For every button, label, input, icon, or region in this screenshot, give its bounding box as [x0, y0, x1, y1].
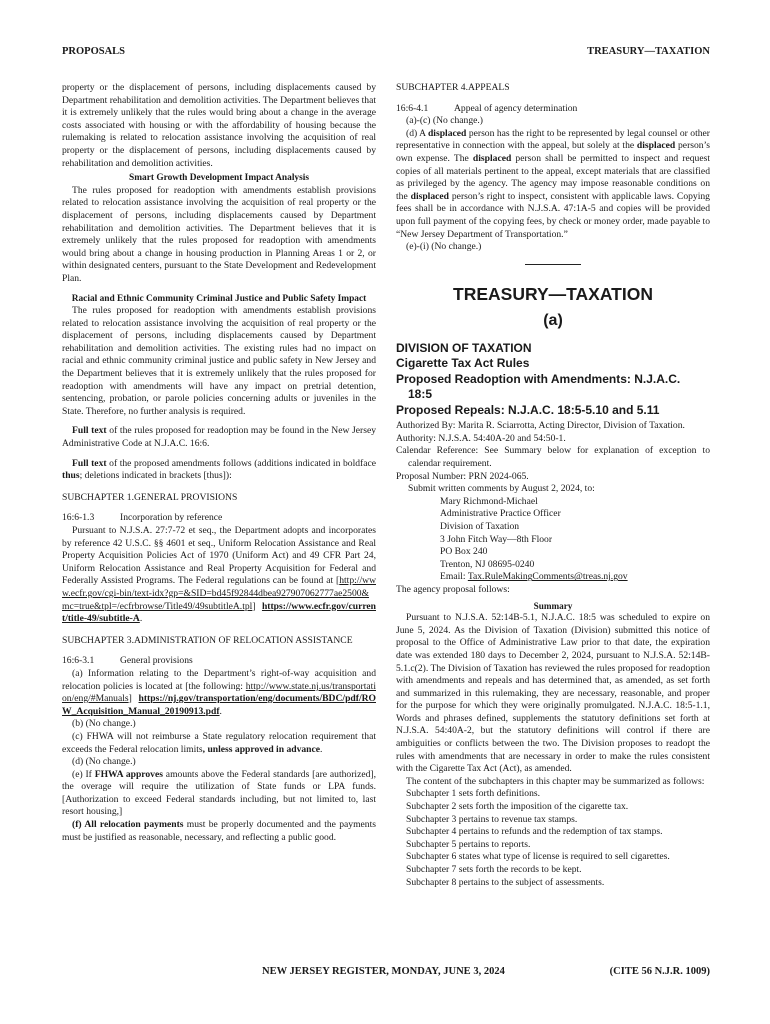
subchapter-1-heading: SUBCHAPTER 1.GENERAL PROVISIONS — [62, 491, 238, 503]
calendar-reference: Calendar Reference: See Summary below for explanation of exception to calendar requirement. — [396, 445, 710, 469]
header-section-label: PROPOSALS — [62, 46, 126, 57]
list-item: Subchapter 4 pertains to refunds and the redemption of tax stamps. — [406, 826, 663, 838]
section-3-1-b: (b) (No change.) — [72, 718, 136, 730]
section-16-6-1-3-heading: 16:6-1.3 Incorporation by reference — [62, 512, 223, 524]
authorized-by: Authorized By: Marita R. Sciarrotta, Acting Director, Division of Taxation. — [396, 420, 685, 432]
agency-proposal-follows: The agency proposal follows: — [396, 583, 510, 595]
section-3-1-e: (e) If FHWA approves amounts above the Federal standards [are authorized], the overage will require the utilization of State funds or LPA funds. [Authorization to exceed Federal standards including, but not limited to, last resort housing,] — [62, 768, 376, 818]
address-line: Administrative Practice Officer — [440, 508, 561, 520]
summary-paragraph: Pursuant to N.J.S.A. 52:14B-5.1, N.J.A.C. 18:5 was scheduled to expire on June 5, 2024. As the Division of Taxation (Division) submitted this notice of proposal to the Office of Administrative Law prior to that date, the expiration date was extended 180 days to December 2, 2024, pursuant to N.J.S.A. 52:14B-5.1.c(2). The Division of Taxation has reviewed the rules proposed for readoption with amendments and repeals and has determined that, as amended, as set forth and summarized in this rulemaking, they are necessary, reasonable, and proper for the purpose for which they were originally promulgated. N.J.A.C. 18:5-1.1, Words and phrases defined, supplements the statutory definitions set forth at N.J.S.A. 54:40A-2, but the statutory definitions will control if there are ambiguities or conflicts between the two. The Division proposes to readopt the rules with amendments that are necessary in order to make the rules consistent with the Cigarette Tax Act (Act), as amended. — [396, 612, 710, 775]
list-item: Subchapter 7 sets forth the records to be kept. — [406, 864, 582, 875]
section-3-1-a: (a) Information relating to the Department’s right-of-way acquisition and relocation policies is located at [the following: http://www.state.nj.us/transportation/eng/#Manuals] https://nj.gov/transportation/eng/documents/BDC/pdf/ROW_Acquisition_Manual_20190913.pdf. — [62, 667, 376, 717]
proposed-repeals: Proposed Repeals: N.J.A.C. 18:5-5.10 and 5.11 — [396, 402, 660, 417]
agency-title: TREASURY—TAXATION — [453, 283, 653, 304]
footer-register-date: NEW JERSEY REGISTER, MONDAY, JUNE 3, 2024 — [262, 966, 505, 977]
footer-citation: (CITE 56 N.J.R. 1009) — [609, 966, 710, 977]
mailing-address — [396, 496, 710, 584]
subchapter-list — [396, 788, 710, 889]
address-line: Trenton, NJ 08695-0240 — [440, 558, 535, 570]
section-4-1-d: (d) A displaced person has the right to be represented by legal counsel or other representative in connection with the appeal, but solely at the displaced person’s own expense. The displaced person shall be permitted to inspect and request copies of all materials pertinent to the appeal, except materials that are classified as privileged by the agency. The agency may impose reasonable conditions on the displaced person’s right to inspect, consistent with applicable laws. Copying fees shall be in accordance with N.J.S.A. 47:1A-5 and copies will be provided upon full payment of the copying fees, by check or money order, made payable to “New Jersey Department of Transportation.” — [396, 127, 710, 240]
paragraph-continued: property or the displacement of persons, including displacements caused by Department rehabilitation and demolition activities. The Department believes that it is extremely unlikely that the rules would bring about a change in the average costs associated with housing or with the affordability of housing because the rulemaking is related to relocation assistance involving the acquisition of real property or the displacement of persons, including displacements caused by rehabilitation and demolition activities. — [62, 82, 376, 169]
ecfr-new-link[interactable]: https://www.ecfr.gov/current/title-49/subtitle-A — [62, 600, 376, 625]
page-footer — [62, 966, 710, 980]
paragraph-smart-growth: The rules proposed for readoption with amendments establish provisions related to relocation assistance involving the acquisition of real property or the displacement of persons, including displacements caused by Department rehabilitation and demolition activities. The Department believes that it is extremely unlikely that the rules proposed for readoption with amendments would bring about a change in housing production in Planning Areas 1 or 2, or within designated centers, pursuant to the State Development and Redevelopment Plan. — [62, 184, 376, 284]
email-link[interactable]: Tax.RuleMakingComments@treas.nj.gov — [467, 571, 628, 583]
section-16-6-3-1-heading: 16:6-3.1 General provisions — [62, 655, 193, 667]
paragraph-full-text-rules: Full text of the rules proposed for readoption may be found in the New Jersey Administrative Code at N.J.A.C. 16:6. — [62, 425, 376, 450]
section-3-1-f: (f) All relocation payments must be properly documented and the payments must be justified as reasonable, necessary, and reflecting a public good. — [62, 819, 376, 843]
notice-letter: (a) — [543, 311, 563, 329]
list-item: Subchapter 8 pertains to the subject of assessments. — [406, 876, 605, 888]
authority: Authority: N.J.S.A. 54:40A-20 and 54:50-1. — [396, 432, 566, 444]
paragraph-full-text-amendments: Full text of the proposed amendments follows (additions indicated in boldface thus; deletions indicated in brackets [thus]): — [62, 457, 376, 482]
heading-smart-growth: Smart Growth Development Impact Analysis — [128, 173, 310, 184]
proposal-number: Proposal Number: PRN 2024-065. — [396, 470, 529, 482]
submit-comments: Submit written comments by August 2, 2024, to: — [408, 483, 595, 495]
ecfr-old-link[interactable]: http://www.ecfr.gov/cgi-bin/text-idx?gp=&SID=bd45f92844dbea927907062777ae2500&mc=true&tpl=/ecfrbrowse/Title49/49subtitleA.tpl — [62, 575, 376, 612]
section-3-1-d: (d) (No change.) — [72, 756, 136, 768]
address-line: PO Box 240 — [440, 546, 488, 558]
section-3-1-c: (c) FHWA will not reimburse a State regulatory relocation requirement that exceeds the Federal relocation limits, unless approved in advance. — [62, 730, 376, 755]
list-item: Subchapter 5 pertains to reports. — [406, 838, 531, 850]
address-line: Division of Taxation — [440, 520, 520, 532]
section-16-6-4-1-heading: 16:6-4.1 Appeal of agency determination — [396, 102, 578, 114]
page-header — [62, 46, 710, 60]
summary-heading: Summary — [533, 600, 573, 611]
left-column — [62, 82, 376, 844]
address-line: 3 John Fitch Way—8th Floor — [440, 533, 553, 545]
state-manuals-link[interactable]: http://www.state.nj.us/transportation/eng/#Manuals — [62, 680, 376, 705]
section-4-1-e-i: (e)-(i) (No change.) — [406, 241, 482, 253]
subchapter-4-heading: SUBCHAPTER 4.APPEALS — [396, 82, 510, 93]
heading-racial-impact: Racial and Ethnic Community Criminal Justice and Public Safety Impact — [71, 293, 367, 304]
header-agency-label: TREASURY—TAXATION — [587, 46, 710, 57]
summary-subchapters-intro: The content of the subchapters in this chapter may be summarized as follows: — [406, 775, 705, 787]
paragraph-racial-impact: The rules proposed for readoption with amendments establish provisions related to relocation assistance involving the acquisition of real property or the displacement of persons, including displacements caused by Department rehabilitation and demolition activities. The existing rules had no impact on racial and ethnic community criminal justice and public safety in New Jersey and the Department believes that it is extremely unlikely that the rules proposed for readoption with amendments will have any impact on pretrial detention, sentencing, probation, or parole policies concerning adults or juveniles in the State. Therefore, no further analysis is required. — [62, 305, 376, 417]
section-16-6-1-3-text: Pursuant to N.J.S.A. 27:7-72 et seq., the Department adopts and incorporates by reference 42 U.S.C. §§ 4601 et seq., Uniform Relocation Assistance and Real Property Acquisition Policies Act of 1970 (Uniform Act) and 49 CFR Part 24, Uniform Relocation Assistance and Real Property Acquisition for Federal and Federally Assisted Programs. The Federal regulations can be found at [http://www.ecfr.gov/cgi-bin/text-idx?gp=&SID=bd45f92844dbea927907062777ae2500&mc=true&tpl=/ecfrbrowse/Title49/49subtitleA.tpl] https://www.ecfr.gov/current/title-49/subtitle-A. — [62, 525, 376, 625]
address-line: Mary Richmond-Michael — [440, 495, 538, 507]
row-manual-link[interactable]: https://nj.gov/transportation/eng/documents/BDC/pdf/ROW_Acquisition_Manual_20190913.pdf — [62, 693, 376, 717]
section-4-1-a-c: (a)-(c) (No change.) — [406, 115, 483, 127]
rules-title: Cigarette Tax Act Rules — [396, 356, 530, 371]
list-item: Subchapter 6 states what type of license is required to sell cigarettes. — [406, 851, 670, 863]
section-divider — [525, 264, 581, 265]
list-item: Subchapter 2 sets forth the imposition of the cigarette tax. — [406, 801, 629, 813]
list-item: Subchapter 3 pertains to revenue tax stamps. — [406, 813, 578, 825]
list-item: Subchapter 1 sets forth definitions. — [406, 788, 541, 800]
right-column — [396, 82, 710, 889]
subchapter-3-heading: SUBCHAPTER 3.ADMINISTRATION OF RELOCATION ASSISTANCE — [62, 634, 353, 646]
division-heading: DIVISION OF TAXATION — [396, 340, 532, 355]
email-line: Email: Tax.RuleMakingComments@treas.nj.gov — [440, 571, 628, 583]
proposed-readoption: Proposed Readoption with Amendments: N.J.A.C. 18:5 — [396, 371, 681, 402]
